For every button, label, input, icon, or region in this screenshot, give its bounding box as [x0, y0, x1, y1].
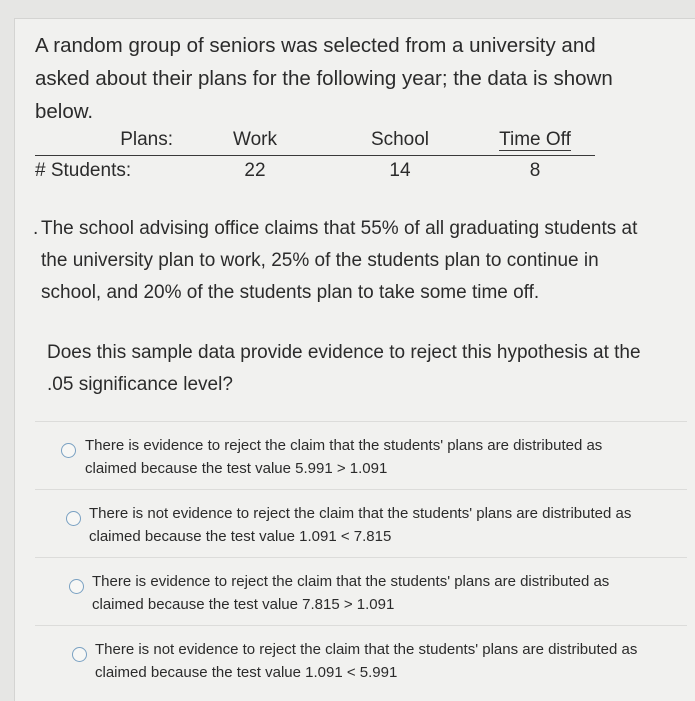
question-card — [14, 18, 695, 701]
claim-bullet: . — [33, 218, 39, 239]
radio-button[interactable] — [69, 579, 84, 594]
answer-option-2[interactable] — [35, 489, 687, 557]
answer-option-3[interactable] — [35, 557, 687, 625]
answer-options — [35, 421, 687, 693]
radio-button[interactable] — [72, 647, 87, 662]
answer-option-label: There is evidence to reject the claim that the students' plans are distributed as claimed because the test value 7.815 > 1.091 — [92, 573, 610, 613]
header-label: Plans: — [120, 129, 173, 150]
row-label: # Students: — [35, 160, 132, 181]
column-time-off: Time Off — [499, 129, 571, 150]
column-work: Work — [233, 129, 277, 150]
radio-button[interactable] — [61, 443, 76, 458]
value-work: 22 — [244, 160, 266, 181]
data-table — [35, 125, 595, 186]
answer-option-label: There is not evidence to reject the claim that the students' plans are distributed as claimed because the test value 1.091 < 5.991 — [95, 641, 638, 681]
answer-option-1[interactable] — [35, 421, 687, 489]
answer-option-4[interactable] — [35, 625, 687, 693]
value-time-off: 8 — [529, 160, 541, 181]
radio-button[interactable] — [66, 511, 81, 526]
question-text: Does this sample data provide evidence to reject this hypothesis at the .05 significance level? — [47, 342, 641, 395]
answer-option-label: There is evidence to reject the claim that the students' plans are distributed as claimed because the test value 5.991 > 1.091 — [85, 437, 603, 477]
table-header-row — [35, 125, 595, 156]
column-school: School — [370, 129, 430, 150]
answer-option-label: There is not evidence to reject the claim that the students' plans are distributed as claimed because the test value 1.091 < 7.815 — [89, 505, 632, 545]
claim-text: . The school advising office claims that 55% of all graduating students at the university plan to work, 25% of the students plan to continue in school, and 20% of the students plan to take some time off. — [41, 213, 661, 309]
value-school: 14 — [389, 160, 411, 181]
table-data-row — [35, 156, 595, 186]
intro-text: A random group of seniors was selected from a university and asked about their plans for the following year; the data is shown below. — [35, 34, 613, 123]
